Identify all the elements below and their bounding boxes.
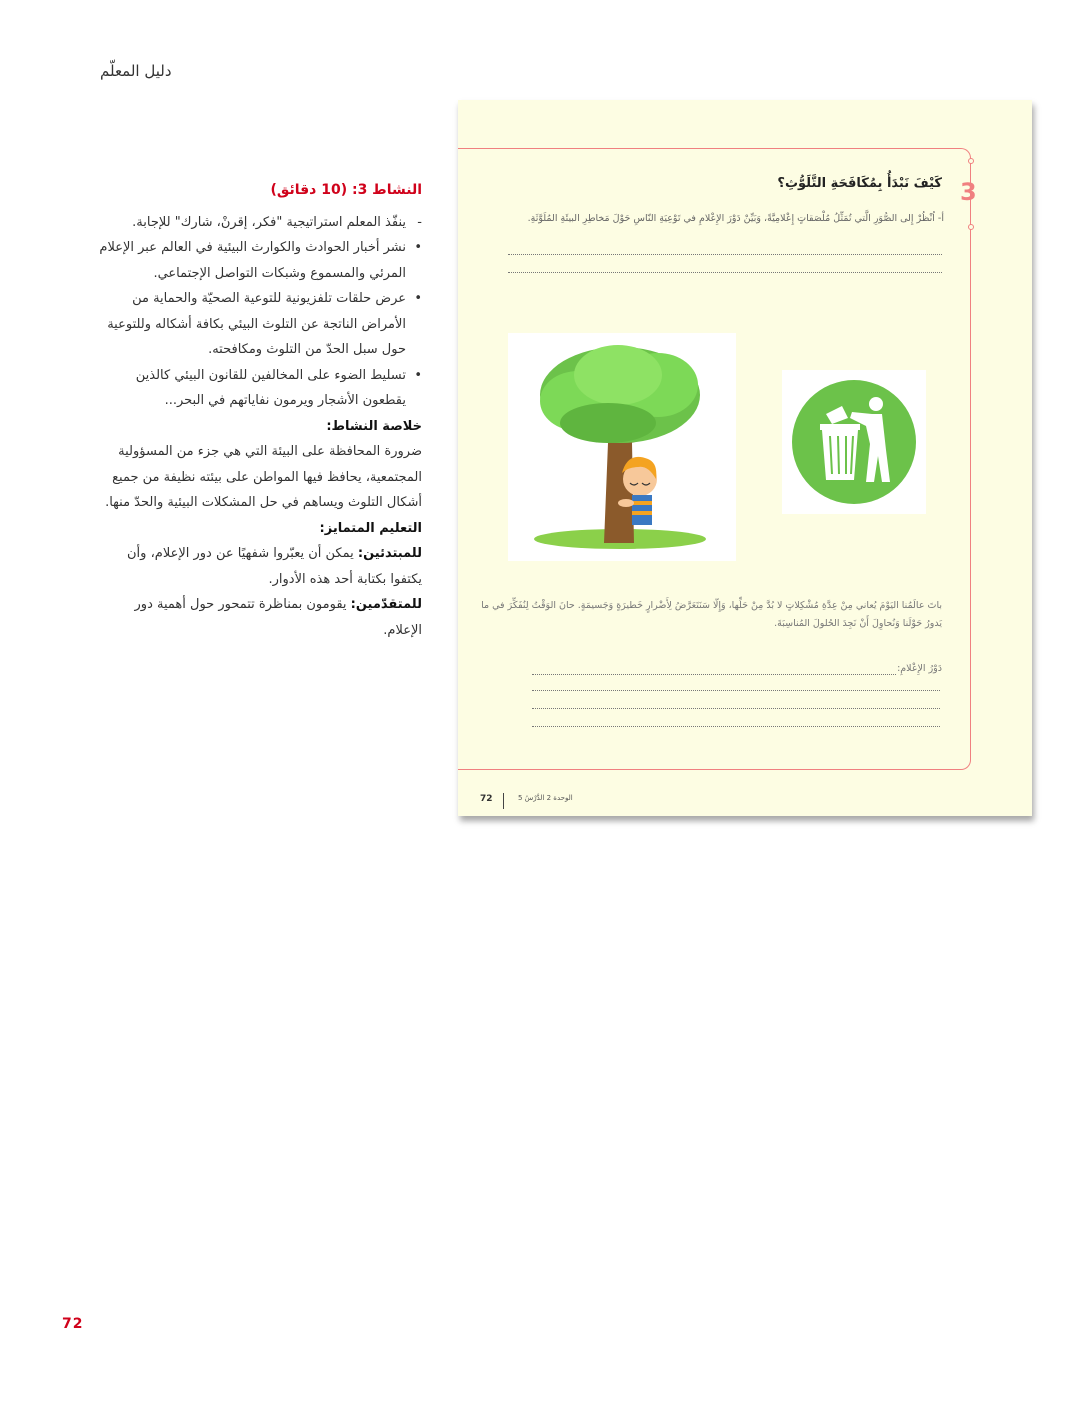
differentiated-heading: التعليم المتمايز: [319, 520, 422, 536]
page-number: 72 [62, 1316, 84, 1332]
book-page-number: 72 [480, 794, 493, 804]
answer-line[interactable] [508, 272, 942, 273]
section-number: 3 [960, 178, 977, 206]
activity-title: النشاط 3: (10 دقائق) [270, 182, 422, 198]
list-item: • عرض حلقات تلفزيونية للتوعية الصحيّة والحماية من الأمراض الناتجة عن التلوث البيئي بكافة أشكاله وللتوعية حول سبل الحدّ من التلوث ومكافحته. [107, 291, 422, 357]
question-item-a: أ- اُنْظُرْ إِلى الصُّوَرِ الَّتي تُمَثِّلُ مُلْصَقاتٍ إِعْلامِيَّةً، وَبَيِّنْ دَوْرَ الإِعْلامِ في تَوْعِيَةِ النّاسِ حَوْلَ مَخاطِرِ البيئَةِ المُلَوَّثَةِ. [527, 213, 944, 224]
summary-heading: خلاصة النشاط: [326, 418, 422, 434]
recycle-bin-sign [782, 370, 926, 514]
answer-line[interactable] [532, 726, 940, 727]
list-item: • تسليط الضوء على المخالفين للقانون البيئي كالذين يقطعون الأشجار ويرمون نفاياتهم في البحر... [135, 367, 422, 408]
activity-list [98, 210, 422, 414]
beginners-note: للمبتدئين: يمكن أن يعبّروا شفهيًا عن دور الإعلام، وأن يكتفوا بكتابة أحد هذه الأدوار. [127, 546, 422, 587]
footer-divider [503, 793, 504, 809]
tree-illustration [508, 333, 736, 561]
intro-paragraph: باتَ عالَمُنا اليَوْمَ يُعاني مِنْ عِدَّةِ مُشْكِلاتٍ لا بُدَّ مِنْ حَلِّها، وَإِلّا سَنَتَعَرَّضُ لِأَضْرارٍ خَطيرَةٍ وَجَسيمَةٍ. حانَ الوَقْتُ لِنُفَكِّرَ في ما يَدورُ حَوْلَنا وَنُحاوِلَ أَنْ نَجِدَ الحُلولَ المُناسِبَةَ. [481, 600, 942, 629]
list-item: - ينفّذ المعلم استراتيجية "فكر، إقرنْ، شارك" للإجابة. [132, 214, 422, 230]
boy-hugging-tree-image [508, 333, 736, 561]
no-littering-sign-image [782, 370, 926, 514]
question-title: كَيْفَ نَبْدَأُ بِمُكَافَحَةِ التَّلَوُّثِ؟ [777, 176, 942, 191]
summary-text: ضرورة المحافظة على البيئة التي هي جزء من المسؤولية المجتمعية، يحافظ فيها المواطن على بيئته نظيفة من جميع أشكال التلوث ويساهم في حل المشكلات البيئية والحدّ منها. [105, 444, 422, 510]
unit-lesson-label: الوحدة 2 الدَّرْسُ 5 [518, 794, 573, 802]
guide-title: دليل المعلّم [100, 62, 172, 80]
frame-dot [968, 224, 974, 230]
answer-line[interactable] [532, 708, 940, 709]
student-book-page [458, 100, 1032, 816]
list-item: • نشر أخبار الحوادث والكوارث البيئية في العالم عبر الإعلام المرئي والمسموع وشبكات التواصل الإجتماعي. [99, 240, 422, 281]
answer-line[interactable] [508, 254, 942, 255]
media-role-label: دَوْرُ الإِعْلامِ: [897, 663, 942, 674]
teacher-notes [98, 178, 422, 643]
frame-dot [968, 158, 974, 164]
advanced-note: للمتقدّمين: يقومون بمناظرة تتمحور حول أهمية دور الإعلام. [134, 597, 422, 638]
answer-line[interactable] [532, 674, 896, 675]
answer-line[interactable] [532, 690, 940, 691]
